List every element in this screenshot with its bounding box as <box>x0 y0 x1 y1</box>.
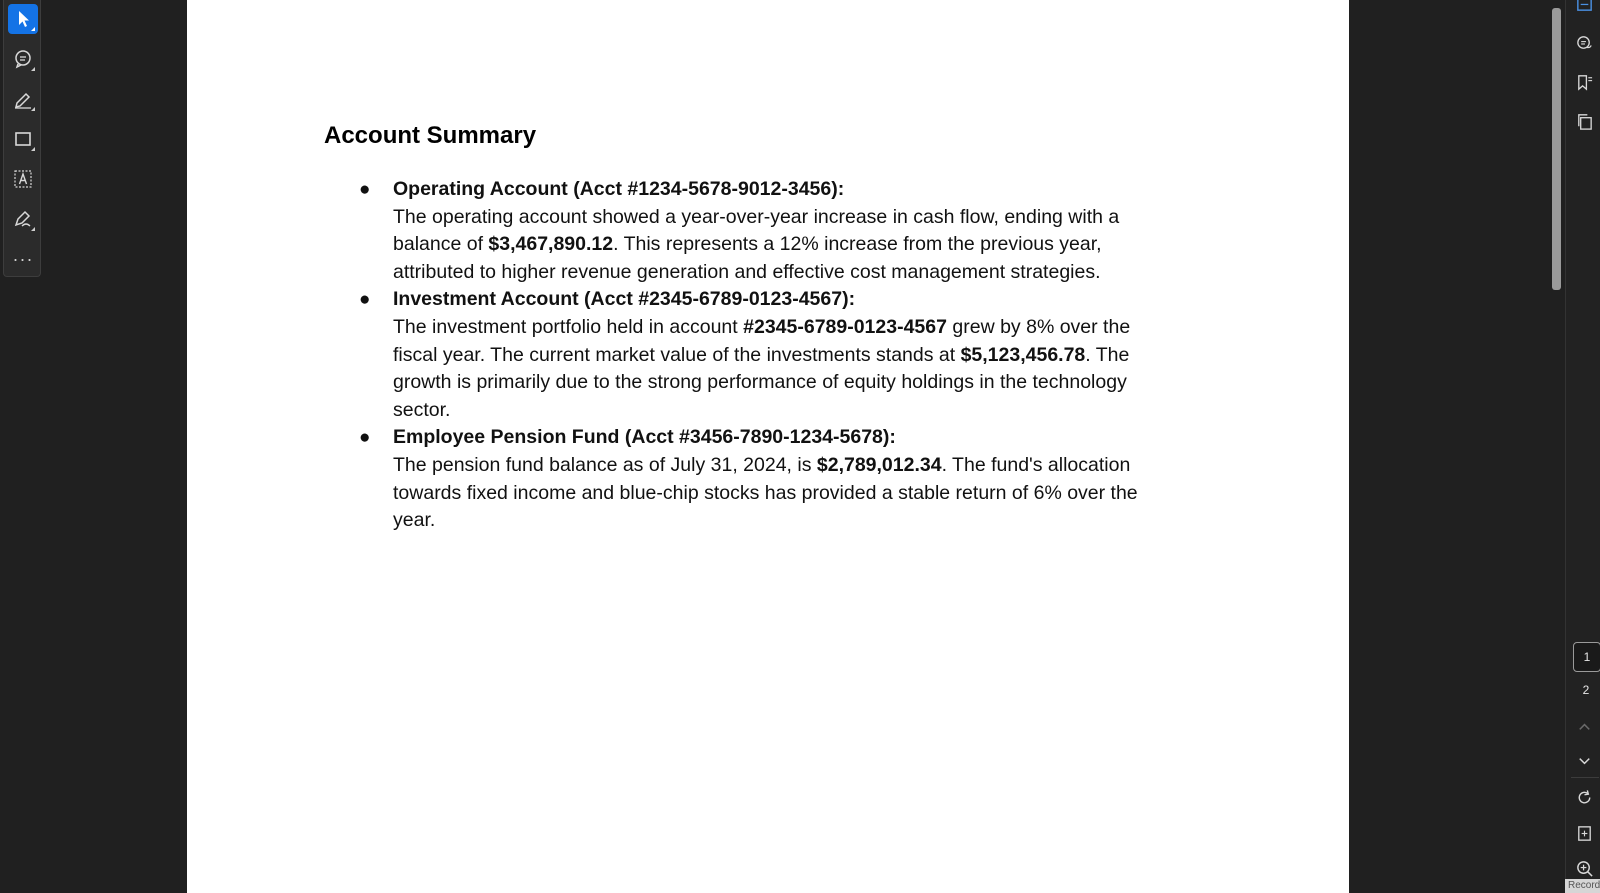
page-button-2[interactable]: 2 <box>1582 683 1590 697</box>
body-text: The pension fund balance as of July 31, 2024, is <box>393 453 817 476</box>
bullet-marker: ● <box>359 179 371 200</box>
zoom-in-button[interactable] <box>1573 857 1595 879</box>
account-heading: Investment Account (Acct #2345-6789-0123-4567): <box>393 288 856 311</box>
bullet-marker: ● <box>359 289 371 311</box>
annotation-toolbar <box>3 0 41 277</box>
text-box-icon <box>13 169 33 189</box>
scroll-down-button[interactable] <box>1573 749 1595 771</box>
scroll-down-icon <box>1575 751 1594 770</box>
page-fit-icon <box>1575 824 1594 843</box>
select-tool-button[interactable] <box>8 4 38 34</box>
more-icon: ··· <box>12 249 34 269</box>
pdf-page <box>187 0 1349 893</box>
scroll-up-button[interactable] <box>1573 715 1595 737</box>
body-text: grew by 8% over the fiscal year. The current market value of the investments stands at <box>393 315 1131 366</box>
account-list <box>359 176 1179 535</box>
emphasized-value: #2345-6789-0123-4567 <box>743 315 947 338</box>
select-arrow-icon <box>13 9 33 29</box>
comments-panel-button[interactable] <box>1573 32 1595 54</box>
right-sidebar <box>1565 0 1600 893</box>
body-text: The investment portfolio held in account <box>393 315 744 338</box>
comment-tool-button[interactable] <box>8 44 38 74</box>
page-fit-button[interactable] <box>1573 822 1595 844</box>
emphasized-value: $3,467,890.12 <box>488 233 614 256</box>
bookmarks-icon <box>1575 73 1594 92</box>
refresh-icon <box>1575 788 1594 807</box>
comments-panel-icon <box>1575 34 1594 53</box>
account-heading: Operating Account (Acct #1234-5678-9012-3456): <box>393 178 845 200</box>
record-button[interactable]: Record <box>1565 879 1600 893</box>
panel-toggle-button[interactable] <box>1573 0 1595 14</box>
highlight-tool-button[interactable] <box>8 84 38 114</box>
list-item <box>359 286 1179 424</box>
bullet-marker: ● <box>359 427 371 449</box>
vertical-scrollbar[interactable] <box>1552 8 1561 290</box>
page-title: Account Summary <box>324 122 537 149</box>
more-tools-button[interactable] <box>8 244 38 274</box>
body-text: . The growth is primarily due to the strong performance of equity holdings in the technology sector. <box>393 343 1130 421</box>
zoom-in-icon <box>1575 859 1594 878</box>
panel-divider <box>1571 777 1599 778</box>
emphasized-value: $2,789,012.34 <box>816 453 942 476</box>
refresh-button[interactable] <box>1573 786 1595 808</box>
shape-tool-button[interactable] <box>8 124 38 154</box>
sign-tool-button[interactable] <box>8 204 38 234</box>
body-text: The operating account showed a year-over-year increase in cash flow, ending with a balance of <box>393 205 1120 256</box>
text-box-tool-button[interactable] <box>8 164 38 194</box>
bookmarks-button[interactable] <box>1573 71 1595 93</box>
list-item <box>359 424 1179 534</box>
emphasized-value: $5,123,456.78 <box>960 343 1086 366</box>
sign-pen-icon <box>13 209 33 229</box>
page-button-1[interactable]: 1 <box>1573 642 1600 672</box>
highlight-pen-icon <box>13 89 33 109</box>
scroll-up-icon <box>1575 717 1594 736</box>
panel-toggle-icon <box>1575 0 1594 13</box>
account-heading: Employee Pension Fund (Acct #3456-7890-1234-5678): <box>393 426 896 449</box>
comment-icon <box>13 49 33 69</box>
pages-panel-button[interactable] <box>1573 110 1595 132</box>
list-item <box>359 176 1179 286</box>
rectangle-shape-icon <box>13 129 33 149</box>
pages-icon <box>1575 112 1594 131</box>
body-text: . The fund's allocation towards fixed income and blue-chip stocks has provided a stable return of 6% over the year. <box>393 453 1138 532</box>
body-text: . This represents a 12% increase from the previous year, attributed to higher revenue generation and effective cost management strategies. <box>393 233 1102 283</box>
